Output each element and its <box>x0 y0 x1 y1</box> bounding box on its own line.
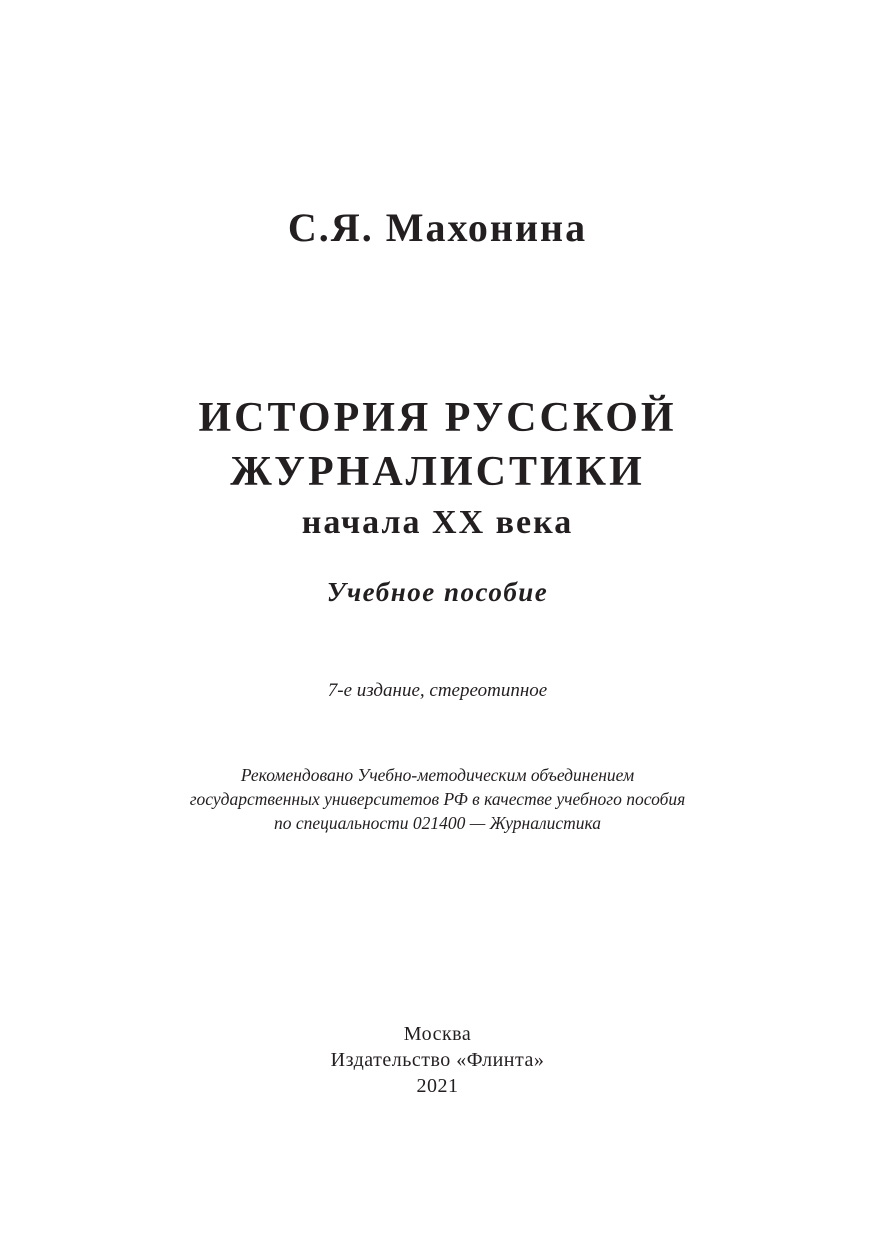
imprint-city: Москва <box>403 1023 472 1045</box>
edition-note: 7-е издание, стереотипное <box>327 680 548 701</box>
imprint-publisher: Издательство «Флинта» <box>330 1049 545 1071</box>
author-name: С.Я. Махонина <box>287 205 588 250</box>
imprint-year: 2021 <box>416 1075 459 1097</box>
publication-type: Учебное пособие <box>326 577 549 607</box>
recommendation-line-2: государственных университетов РФ в качестве учебного пособия <box>189 789 686 809</box>
title-line-3: начала XX века <box>301 504 574 541</box>
title-line-2: ЖУРНАЛИСТИКИ <box>230 449 645 495</box>
recommendation-line-3: по специальности 021400 — Журналистика <box>273 813 602 833</box>
title-line-1: ИСТОРИЯ РУССКОЙ <box>198 395 677 441</box>
recommendation-line-1: Рекомендовано Учебно-методическим объединением <box>240 765 635 785</box>
